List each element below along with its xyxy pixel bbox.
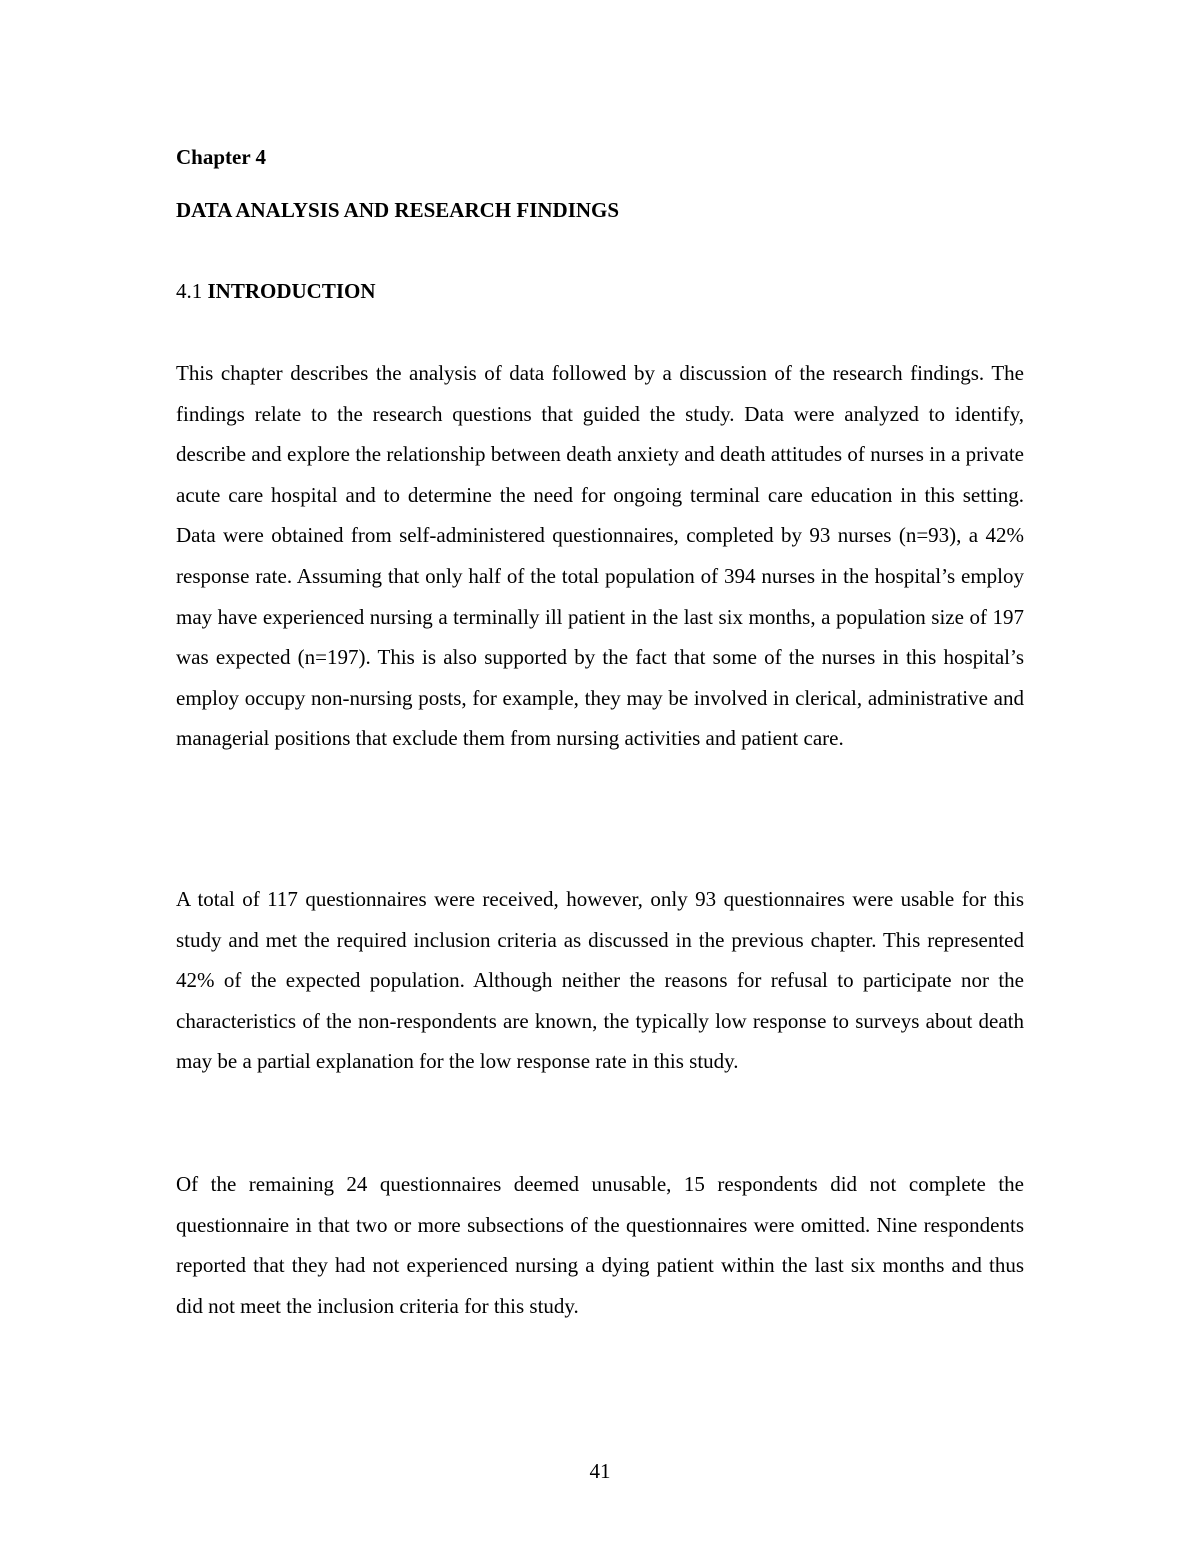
section-heading — [176, 276, 376, 306]
paragraph-introduction: This chapter describes the analysis of data followed by a discussion of the research findings. The findings relate to the research questions that guided the study. Data were analyzed to identify, describe and explore the relationship between death anxiety and death attitudes of nurses in a private acute care hospital and to determine the need for ongoing terminal care education in this setting. Data were obtained from self-administered questionnaires, completed by 93 nurses (n=93), a 42% response rate. Assuming that only half of the total population of 394 nurses in the hospital’s employ may have experienced nursing a terminally ill patient in the last six months, a population size of 197 was expected (n=197). This is also supported by the fact that some of the nurses in this hospital’s employ occupy non-nursing posts, for example, they may be involved in clerical, administrative and managerial positions that exclude them from nursing activities and patient care. — [176, 361, 1024, 751]
paragraph-questionnaires-received: A total of 117 questionnaires were received, however, only 93 questionnaires were usable for this study and met the required inclusion criteria as discussed in the previous chapter. This represented 42% of the expected population. Although neither the reasons for refusal to participate nor the characteristics of the non-respondents are known, the typically low response to surveys about death may be a partial explanation for the low response rate in this study. — [176, 887, 1024, 1074]
chapter-label: Chapter 4 — [176, 145, 267, 169]
section-number: 4.1 — [176, 279, 203, 303]
paragraph-unusable-questionnaires: Of the remaining 24 questionnaires deemed unusable, 15 respondents did not complete the questionnaire in that two or more subsections of the questionnaires were omitted. Nine respondents reported that they had not experienced nursing a dying patient within the last six months and thus did not meet the inclusion criteria for this study. — [176, 1172, 1024, 1318]
chapter-title: DATA ANALYSIS AND RESEARCH FINDINGS — [176, 198, 620, 222]
section-title: INTRODUCTION — [207, 279, 376, 303]
page-number: 41 — [589, 1459, 611, 1483]
